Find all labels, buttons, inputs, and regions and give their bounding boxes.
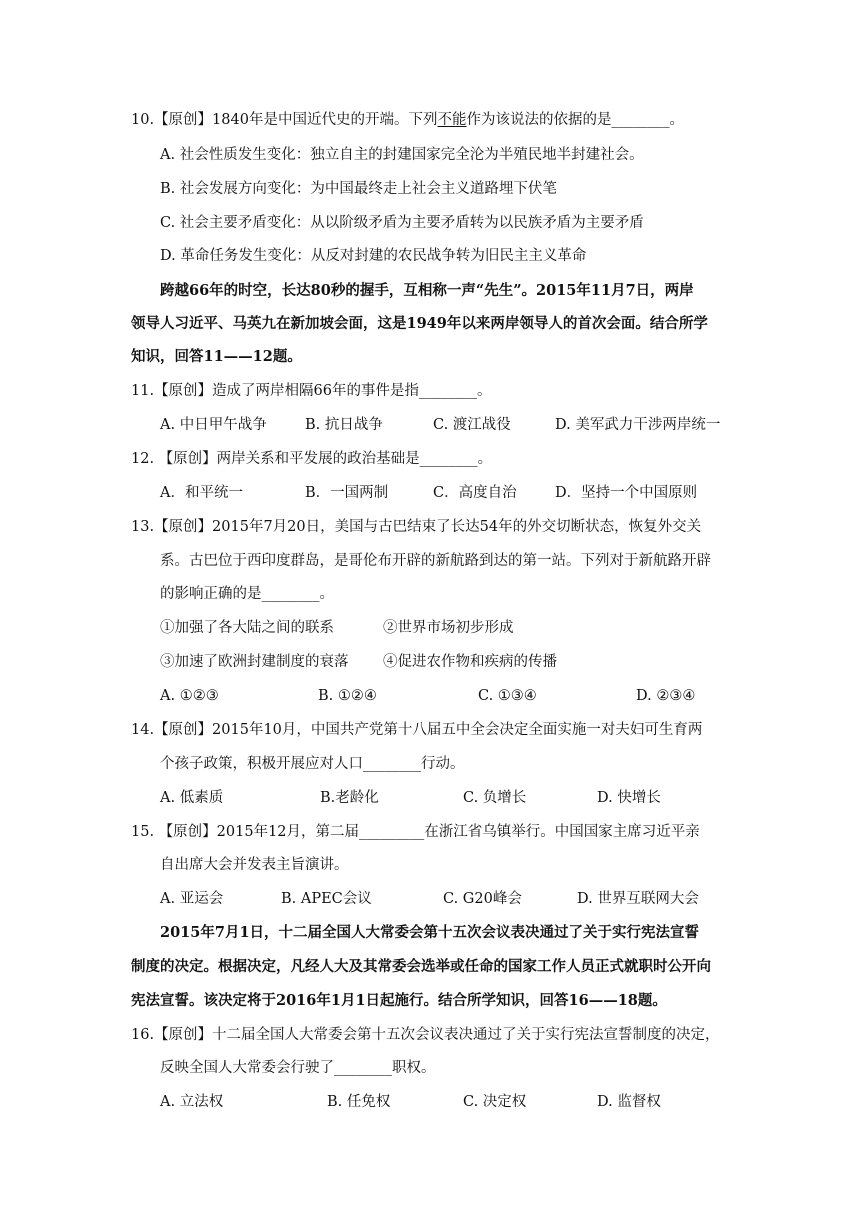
q12-stem: 12. 【原创】两岸关系和平发展的政治基础是________。: [131, 451, 493, 467]
passage2-line-3: 宪法宣誓。该决定将于2016年1月1日起施行。结合所学知识，回答16——18题。: [131, 992, 667, 1009]
q14-option-c: C. 负增长: [463, 790, 527, 806]
q12-option-a: A．和平统一: [160, 485, 243, 501]
passage2-line-1: 2015年7月1日，十二届全国人大常委会第十五次会议表决通过了关于实行宪法宣誓: [160, 924, 700, 941]
q16-stem-line-2: 反映全国人大常委会行驶了________职权。: [160, 1060, 436, 1076]
q15-stem-line-1: 15. 【原创】2015年12月，第二届_________在浙江省乌镇举行。中国国家主席习近平亲: [131, 824, 700, 840]
q16-option-a: A. 立法权: [160, 1094, 224, 1110]
q11-option-c: C. 渡江战役: [433, 417, 511, 433]
q14-option-b: B.老龄化: [320, 790, 379, 806]
q14-option-a: A. 低素质: [160, 790, 224, 806]
q12-option-c: C．高度自治: [433, 485, 517, 501]
q10-option-a: A. 社会性质发生变化：独立自主的封建国家完全沦为半殖民地半封建社会。: [160, 147, 644, 163]
q10-option-b: B. 社会发展方向变化：为中国最终走上社会主义道路埋下伏笔: [160, 181, 557, 197]
q14-option-d: D. 快增长: [597, 790, 661, 806]
q12-option-d: D．坚持一个中国原则: [555, 485, 698, 501]
q10-stem-suffix: 作为该说法的依据的是________。: [466, 112, 684, 128]
q11-option-b: B. 抗日战争: [305, 417, 383, 433]
q13-stem-line-1: 13.【原创】2015年7月20日，美国与古巴结束了长达54年的外交切断状态，恢复外交关: [131, 519, 702, 535]
q10-option-c: C. 社会主要矛盾变化：从以阶级矛盾为主要矛盾转为以民族矛盾为主要矛盾: [160, 215, 644, 231]
q15-option-a: A. 亚运会: [160, 891, 224, 907]
q10-option-d: D. 革命任务发生变化：从反对封建的农民战争转为旧民主主义革命: [160, 248, 587, 264]
q13-option-d: D. ②③④: [636, 688, 696, 704]
q11-stem: 11.【原创】造成了两岸相隔66年的事件是指________。: [131, 383, 492, 399]
q13-option-b: B. ①②④: [318, 688, 377, 704]
q14-stem-line-1: 14.【原创】2015年10月，中国共产党第十八届五中全会决定全面实施一对夫妇可生育两: [131, 722, 703, 738]
q13-item-4: ④促进农作物和疾病的传播: [383, 654, 557, 670]
passage1-line-1: 跨越66年的时空，长达80秒的握手，互相称一声“先生”。2015年11月7日，两岸: [160, 282, 694, 299]
q16-option-c: C. 决定权: [463, 1094, 527, 1110]
q16-stem-line-1: 16.【原创】十二届全国人大常委会第十五次会议表决通过了关于实行宪法宣誓制度的决定，: [131, 1027, 720, 1043]
q11-option-a: A. 中日甲午战争: [160, 417, 267, 433]
q13-item-1: ①加强了各大陆之间的联系: [160, 620, 334, 636]
q15-stem-line-2: 自出席大会并发表主旨演讲。: [160, 857, 349, 873]
q13-stem-line-2: 系。古巴位于西印度群岛，是哥伦布开辟的新航路到达的第一站。下列对于新航路开辟: [160, 553, 711, 569]
passage2-line-2: 制度的决定。根据决定，凡经人大及其常委会选举或任命的国家工作人员正式就职时公开向: [131, 958, 711, 975]
q10-stem-prefix: 10.【原创】1840年是中国近代史的开端。下列: [131, 112, 438, 128]
q13-option-a: A. ①②③: [160, 688, 219, 704]
q13-option-c: C. ①③④: [478, 688, 537, 704]
q15-option-b: B. APEC会议: [281, 891, 372, 907]
q10-stem: [131, 110, 684, 130]
q16-option-b: B. 任免权: [327, 1094, 391, 1110]
q13-item-3: ③加速了欧洲封建制度的衰落: [160, 654, 349, 670]
passage1-line-2: 领导人习近平、马英九在新加坡会面，这是1949年以来两岸领导人的首次会面。结合所学: [131, 315, 708, 332]
q13-stem-line-3: 的影响正确的是________。: [160, 586, 334, 602]
q13-item-2: ②世界市场初步形成: [383, 620, 514, 636]
q16-option-d: D. 监督权: [597, 1094, 661, 1110]
passage1-line-3: 知识，回答11——12题。: [131, 348, 302, 365]
q11-option-d: D. 美军武力干涉两岸统一: [555, 417, 721, 433]
q10-stem-emphasis: 不能: [437, 112, 467, 128]
q12-option-b: B．一国两制: [305, 485, 389, 501]
q15-option-d: D. 世界互联网大会: [577, 891, 699, 907]
q14-stem-line-2: 个孩子政策，积极开展应对人口________行动。: [160, 756, 465, 772]
q15-option-c: C. G20峰会: [443, 891, 522, 907]
